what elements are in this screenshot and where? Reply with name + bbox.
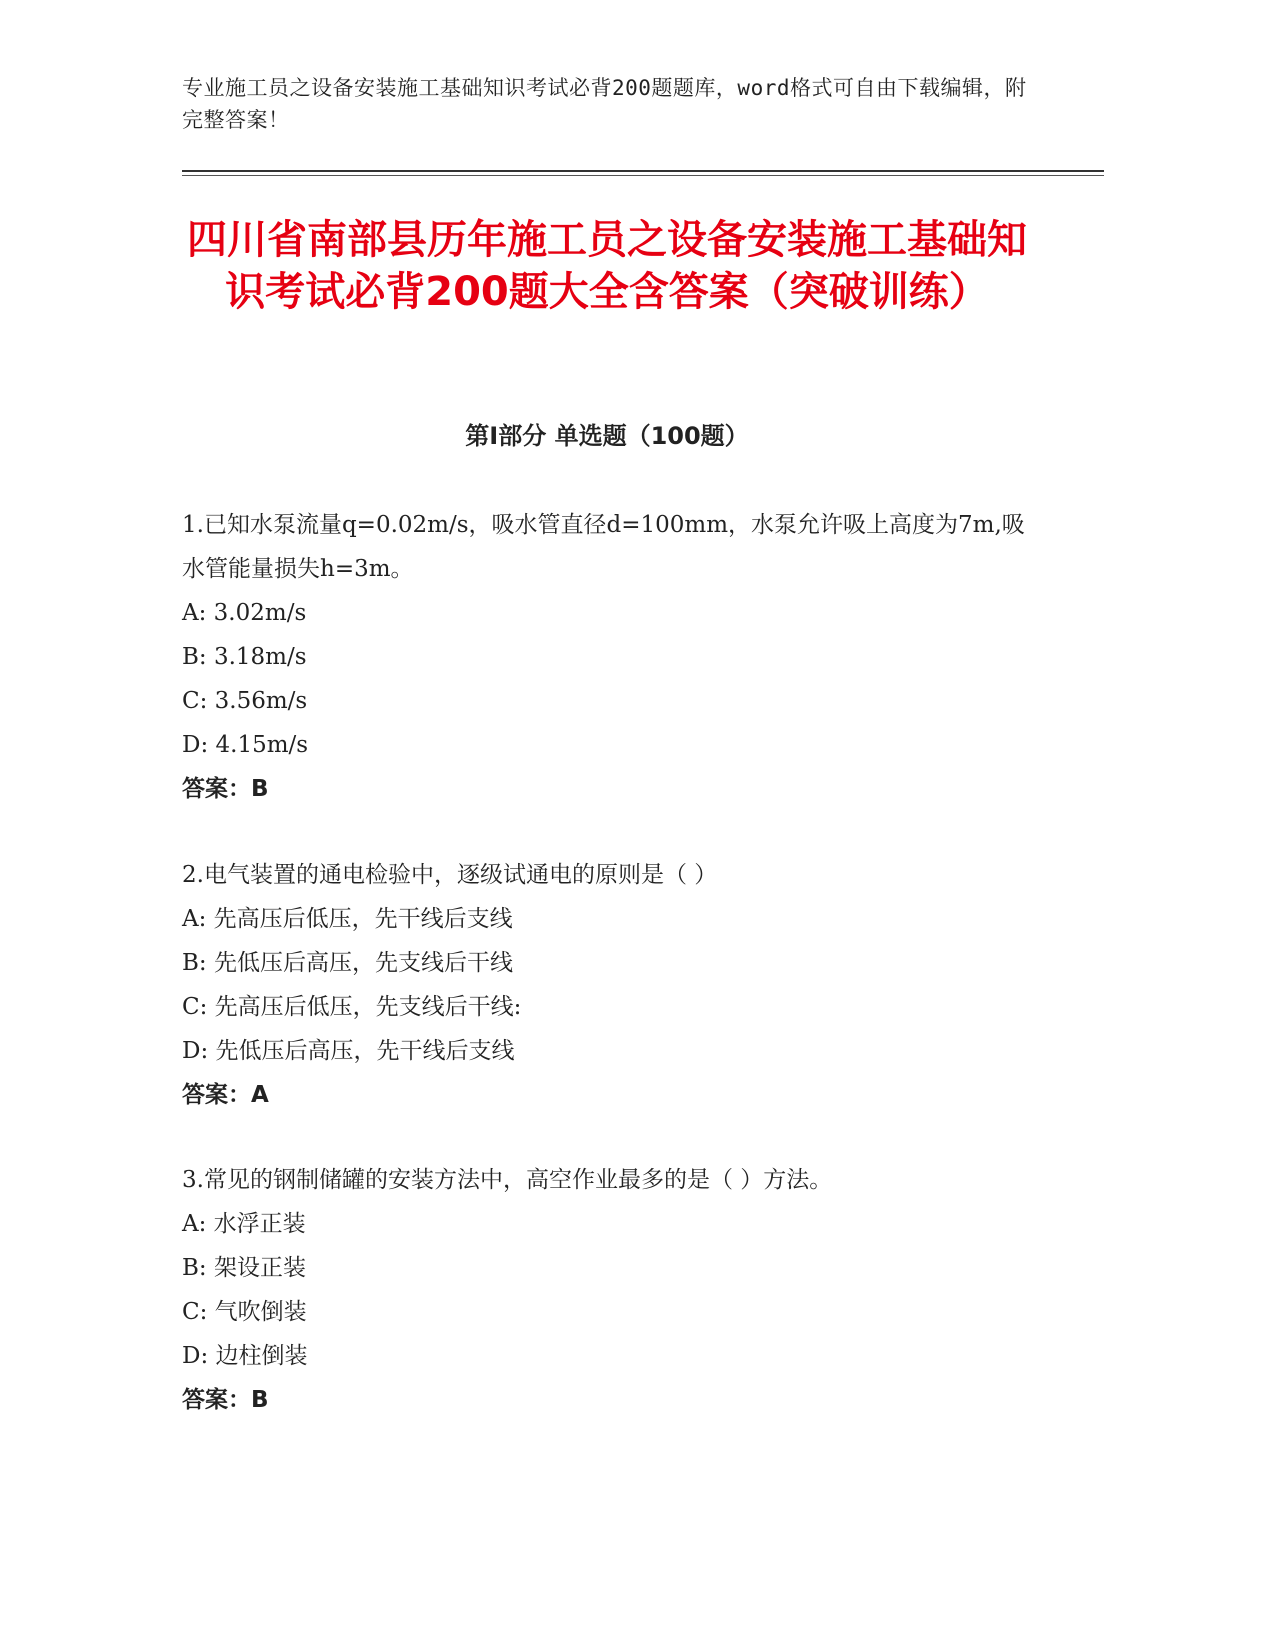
option-c: C: 3.56m/s: [182, 688, 308, 714]
option-b: B: 先低压后高压，先支线后干线: [182, 950, 513, 976]
option-c: C: 气吹倒装: [182, 1299, 307, 1325]
question-stem: 3.常见的钢制储罐的安装方法中，高空作业最多的是（ ）方法。: [182, 1167, 833, 1193]
question-2: [182, 853, 1042, 1117]
option-c: C: 先高压后低压，先支线后干线:: [182, 994, 522, 1020]
question-stem: 2.电气装置的通电检验中，逐级试通电的原则是（ ）: [182, 862, 718, 888]
option-d: D: 4.15m/s: [182, 732, 309, 758]
question-3: [182, 1158, 1042, 1422]
option-b: B: 架设正装: [182, 1255, 306, 1281]
answer-line: 答案：B: [182, 776, 269, 802]
header-rule-thin: [182, 175, 1104, 176]
option-a: A: 先高压后低压，先干线后支线: [182, 906, 513, 932]
document-title: 四川省南部县历年施工员之设备安装施工基础知识考试必背200题大全含答案（突破训练）: [187, 217, 1027, 315]
header-rule-thick: [182, 170, 1104, 172]
option-d: D: 边柱倒装: [182, 1343, 308, 1369]
answer-line: 答案：B: [182, 1387, 269, 1413]
option-d: D: 先低压后高压，先干线后支线: [182, 1038, 515, 1064]
section-heading: 第Ⅰ部分 单选题（100题）: [465, 422, 749, 450]
option-b: B: 3.18m/s: [182, 644, 307, 670]
option-a: A: 3.02m/s: [182, 600, 307, 626]
question-1: [182, 503, 1042, 811]
option-a: A: 水浮正装: [182, 1211, 306, 1237]
question-stem: 1.已知水泵流量q=0.02m/s，吸水管直径d=100mm，水泵允许吸上高度为7m,吸水管能量损失h=3m。: [182, 512, 1025, 582]
answer-line: 答案：A: [182, 1082, 269, 1108]
header-note: 专业施工员之设备安装施工基础知识考试必背200题题库，word格式可自由下载编辑，附完整答案！: [182, 76, 1027, 132]
